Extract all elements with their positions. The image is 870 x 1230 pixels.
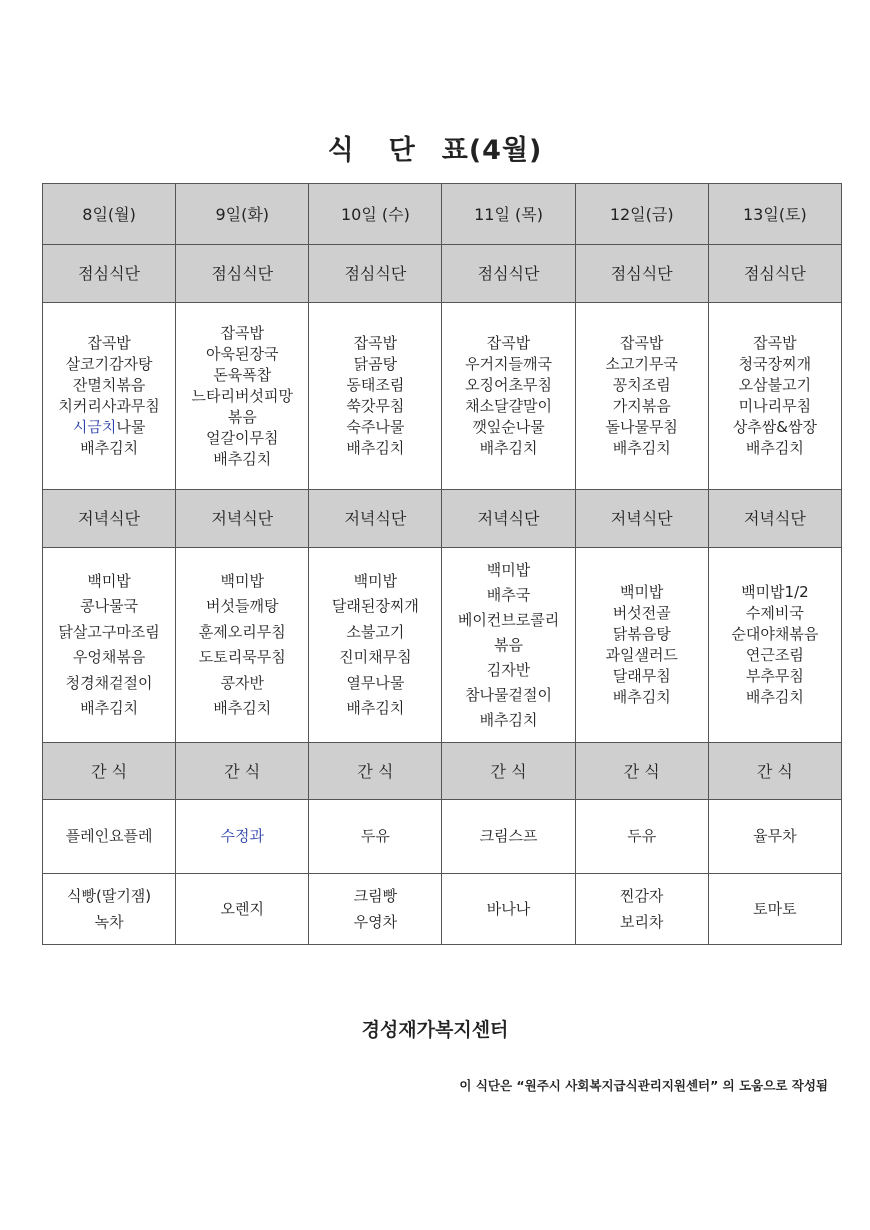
menu-item: 잔멸치볶음	[72, 376, 146, 394]
lunch-cell	[708, 303, 841, 490]
dinner-cell	[575, 548, 708, 743]
lunch-cell	[309, 303, 442, 490]
menu-item: 아욱된장국	[206, 344, 279, 363]
menu-item: 크림빵	[353, 887, 398, 905]
snack-header: 간 식	[708, 743, 841, 800]
highlighted-menu-item: 시금치	[72, 418, 117, 436]
menu-item: 잡곡밥	[753, 334, 797, 352]
menu-item: 소불고기	[346, 622, 405, 641]
menu-item: 청경채겉절이	[65, 673, 153, 692]
dinner-cell	[442, 548, 575, 743]
menu-item: 잡곡밥	[619, 334, 664, 352]
lunch-header: 점심식단	[309, 245, 442, 303]
menu-item: 닭살고구마조림	[58, 622, 160, 641]
dinner-cell	[43, 548, 176, 743]
dinner-header: 저녁식단	[309, 490, 442, 548]
snack-cell	[43, 800, 176, 874]
snack-cell	[309, 874, 442, 945]
menu-item: 배추국	[486, 585, 531, 604]
snack-row-2	[43, 874, 842, 945]
dinner-row	[43, 548, 842, 743]
dinner-cell	[176, 548, 309, 743]
snack-cell	[43, 874, 176, 945]
menu-item: 상추쌈&쌈장	[732, 418, 817, 436]
menu-item: 치커리사과무침	[58, 397, 160, 415]
dinner-cell	[708, 548, 841, 743]
snack-header: 간 식	[43, 743, 176, 800]
menu-item: 잡곡밥	[220, 323, 264, 342]
menu-item: 훈제오리무침	[198, 622, 286, 641]
menu-item: 채소달걀말이	[465, 397, 553, 415]
menu-item: 배추김치	[612, 439, 671, 457]
menu-item: 크림스프	[479, 827, 538, 845]
menu-item: 살코기감자탕	[65, 355, 153, 373]
dinner-cell	[309, 548, 442, 743]
menu-item: 김자반	[486, 660, 531, 679]
menu-item: 백미밥	[87, 571, 131, 590]
menu-item: 과일샐러드	[605, 646, 678, 664]
menu-item: 우엉채볶음	[72, 648, 146, 666]
menu-item: 토마토	[753, 900, 797, 918]
lunch-row	[43, 303, 842, 490]
menu-item: 시금치나물	[72, 418, 146, 436]
menu-item: 오삼불고기	[738, 376, 812, 394]
menu-item: 백미밥	[220, 571, 264, 590]
dinner-header: 저녁식단	[442, 490, 575, 548]
snack-header: 간 식	[442, 743, 575, 800]
menu-item: 우영차	[353, 913, 398, 931]
menu-item: 율무차	[753, 827, 797, 845]
menu-item: 참나물겉절이	[465, 685, 553, 704]
day-header: 9일(화)	[176, 184, 309, 245]
menu-item: 깻잎순나물	[472, 418, 545, 436]
menu-item: 백미밥	[353, 571, 398, 590]
menu-item: 찐감자	[619, 887, 664, 905]
dinner-header: 저녁식단	[176, 490, 309, 548]
menu-item: 꽁치조림	[612, 376, 671, 394]
menu-item: 돌나물무침	[605, 418, 678, 436]
menu-item: 배추김치	[80, 439, 139, 457]
lunch-cell	[176, 303, 309, 490]
menu-item: 동태조림	[346, 376, 405, 394]
title-part-2: 단	[388, 135, 416, 166]
snack-cell	[442, 800, 575, 874]
page-title	[0, 128, 870, 167]
menu-item: 볶음	[494, 635, 524, 654]
menu-item: 닭볶음탕	[612, 625, 671, 643]
menu-item: 콩자반	[220, 673, 264, 692]
lunch-cell	[43, 303, 176, 490]
menu-item: 백미밥	[619, 583, 664, 601]
menu-item: 백미밥	[486, 560, 531, 579]
menu-item: 배추김치	[213, 449, 272, 468]
menu-item: 미나리무침	[738, 397, 812, 415]
menu-item: 배추김치	[612, 688, 671, 706]
menu-item: 열무나물	[346, 673, 405, 692]
menu-item: 청국장찌개	[738, 355, 812, 373]
menu-item: 배추김치	[745, 688, 804, 706]
menu-item: 보리차	[619, 913, 664, 931]
menu-item: 부추무침	[745, 667, 804, 685]
snack-cell	[176, 800, 309, 874]
menu-item: 진미채무침	[339, 648, 412, 666]
lunch-header: 점심식단	[442, 245, 575, 303]
menu-item: 우거지들깨국	[465, 355, 553, 373]
day-header: 8일(월)	[43, 184, 176, 245]
snack-row-1	[43, 800, 842, 874]
menu-item: 백미밥1/2	[741, 583, 809, 601]
snack-cell	[575, 800, 708, 874]
snack-header: 간 식	[575, 743, 708, 800]
menu-item: 가지볶음	[612, 397, 671, 415]
menu-item: 달래된장찌개	[331, 597, 419, 615]
meal-plan-table	[42, 183, 842, 945]
menu-item: 수제비국	[745, 604, 804, 622]
title-part-3: 표(4월)	[441, 135, 543, 166]
snack-cell	[708, 800, 841, 874]
menu-item: 녹차	[94, 913, 124, 931]
menu-item: 배추김치	[346, 439, 405, 457]
menu-item: 배추김치	[745, 439, 804, 457]
menu-item: 식빵(딸기잼)	[67, 887, 152, 905]
menu-item: 두유	[627, 827, 657, 845]
menu-item: 달래무침	[612, 667, 671, 685]
snack-cell	[442, 874, 575, 945]
menu-item: 숙주나물	[346, 418, 405, 436]
menu-item: 플레인요플레	[65, 827, 153, 845]
menu-item: 잡곡밥	[87, 334, 131, 352]
menu-item: 볶음	[227, 407, 257, 426]
menu-item: 잡곡밥	[353, 334, 398, 352]
day-header: 13일(토)	[708, 184, 841, 245]
menu-item: 소고기무국	[605, 355, 678, 373]
organization-name: 경성재가복지센터	[361, 1019, 509, 1041]
lunch-header: 점심식단	[43, 245, 176, 303]
snack-cell	[575, 874, 708, 945]
day-header: 12일(금)	[575, 184, 708, 245]
title-part-1: 식	[327, 135, 355, 166]
menu-item: 배추김치	[80, 699, 139, 717]
menu-item: 잡곡밥	[486, 334, 531, 352]
menu-item: 배추김치	[479, 439, 538, 457]
menu-item: 돈육폭찹	[213, 365, 272, 384]
menu-item: 버섯들깨탕	[206, 597, 279, 615]
snack-header: 간 식	[176, 743, 309, 800]
lunch-cell	[442, 303, 575, 490]
menu-item: 느타리버섯피망	[191, 386, 293, 405]
menu-item: 순대야채볶음	[731, 625, 819, 643]
lunch-cell	[575, 303, 708, 490]
highlighted-menu-item: 수정과	[220, 827, 264, 845]
lunch-header: 점심식단	[176, 245, 309, 303]
menu-item: 배추김치	[479, 710, 538, 729]
menu-item: 콩나물국	[80, 597, 139, 615]
menu-item: 두유	[360, 827, 390, 845]
dinner-header: 저녁식단	[575, 490, 708, 548]
day-header: 11일 (목)	[442, 184, 575, 245]
menu-item: 베이컨브로콜리	[457, 610, 560, 629]
menu-item: 바나나	[486, 900, 531, 918]
menu-item: 오렌지	[220, 900, 264, 918]
snack-header: 간 식	[309, 743, 442, 800]
snack-cell	[176, 874, 309, 945]
menu-item: 닭곰탕	[353, 355, 398, 373]
snack-cell	[309, 800, 442, 874]
menu-item: 도토리묵무침	[198, 648, 286, 666]
snack-header-row	[43, 743, 842, 800]
lunch-header: 점심식단	[575, 245, 708, 303]
menu-item: 쑥갓무침	[346, 397, 405, 415]
dinner-header: 저녁식단	[43, 490, 176, 548]
menu-item: 배추김치	[346, 699, 405, 717]
dinner-header: 저녁식단	[708, 490, 841, 548]
menu-item: 배추김치	[213, 699, 272, 717]
menu-item: 오징어초무침	[465, 376, 553, 394]
menu-item: 연근조림	[745, 646, 804, 664]
lunch-header: 점심식단	[708, 245, 841, 303]
lunch-header-row	[43, 245, 842, 303]
dinner-header-row	[43, 490, 842, 548]
snack-cell	[708, 874, 841, 945]
credit-note: 이 식단은 “원주시 사회복지급식관리지원센터” 의 도움으로 작성됨	[459, 1078, 828, 1093]
menu-item: 버섯전골	[612, 604, 671, 622]
menu-item: 얼갈이무침	[206, 428, 279, 447]
day-header-row	[43, 184, 842, 245]
day-header: 10일 (수)	[309, 184, 442, 245]
